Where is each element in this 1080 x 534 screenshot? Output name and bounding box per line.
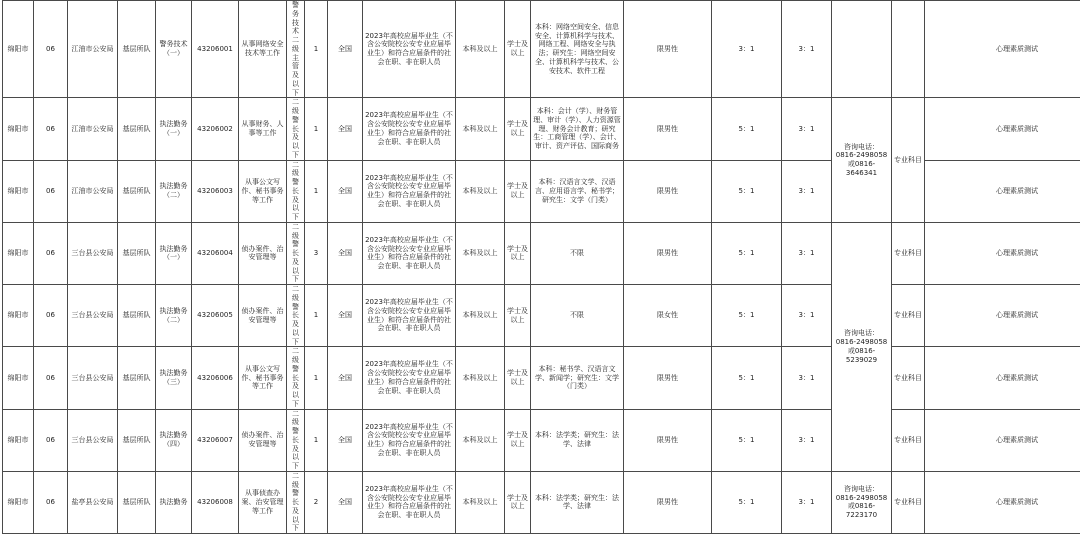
- major-cell: 本科：汉语言文学、汉语言、应用语言学、秘书学；研究生：文学（门类）: [531, 160, 624, 222]
- exam-cell: 心理素质测试: [925, 471, 1080, 533]
- gender-cell: 限男性: [624, 1, 712, 98]
- code-cell: 06: [34, 222, 68, 284]
- gender-cell: 限男性: [624, 409, 712, 471]
- code-cell: 06: [34, 471, 68, 533]
- education-cell: 本科及以上: [456, 347, 505, 409]
- dept-cell: 基层所队: [118, 222, 156, 284]
- education-cell: 本科及以上: [456, 285, 505, 347]
- rank-cell: 警务技术二级主管及以下: [287, 1, 305, 98]
- table-row: [3, 98, 1080, 160]
- exam-cell: 心理素质测试: [925, 1, 1080, 98]
- unit-cell: 三台县公安局: [68, 222, 118, 284]
- ratio-cell: 5：1: [712, 160, 782, 222]
- scope-cell: 全国: [328, 347, 363, 409]
- gender-cell: 限男性: [624, 222, 712, 284]
- target-cell: 2023年高校应届毕业生（不含公安院校公安专业应届毕业生）和符合应届条件的社会在职、非在职人员: [363, 409, 456, 471]
- subject-cell: 专业科目: [892, 409, 925, 471]
- table-row: [3, 409, 1080, 471]
- dept-cell: 基层所队: [118, 1, 156, 98]
- count-cell: 1: [305, 285, 328, 347]
- ratio-cell: 5：1: [712, 471, 782, 533]
- ratio-cell: 5：1: [712, 222, 782, 284]
- ratio-cell: 3：1: [782, 471, 832, 533]
- position-table: [2, 0, 1080, 534]
- consult-phone-cell: 咨询电话：0816-2498058或0816-5239029: [832, 222, 892, 471]
- subject-cell-empty: [892, 1, 925, 98]
- consult-cell-empty: [832, 1, 892, 98]
- ratio-cell: 5：1: [712, 98, 782, 160]
- count-cell: 1: [305, 347, 328, 409]
- gender-cell: 限男性: [624, 347, 712, 409]
- ratio-cell: 3：1: [782, 409, 832, 471]
- code-cell: 06: [34, 285, 68, 347]
- degree-cell: 学士及以上: [505, 222, 531, 284]
- education-cell: 本科及以上: [456, 98, 505, 160]
- position-cell: 执法勤务（一）: [156, 222, 192, 284]
- count-cell: 1: [305, 160, 328, 222]
- rank-cell: 二级警长及以下: [287, 471, 305, 533]
- degree-cell: 学士及以上: [505, 1, 531, 98]
- position-cell: 执法勤务（四）: [156, 409, 192, 471]
- degree-cell: 学士及以上: [505, 98, 531, 160]
- position-cell: 执法勤务（二）: [156, 285, 192, 347]
- rank-cell: 二级警长及以下: [287, 347, 305, 409]
- gender-cell: 限女性: [624, 285, 712, 347]
- unit-cell: 三台县公安局: [68, 347, 118, 409]
- position-code-cell: 43206007: [192, 409, 239, 471]
- position-code-cell: 43206002: [192, 98, 239, 160]
- target-cell: 2023年高校应届毕业生（不含公安院校公安专业应届毕业生）和符合应届条件的社会在职、非在职人员: [363, 98, 456, 160]
- degree-cell: 学士及以上: [505, 409, 531, 471]
- exam-cell: 心理素质测试: [925, 222, 1080, 284]
- ratio-cell: 3：1: [782, 222, 832, 284]
- major-cell: 本科：会计（学）、财务管理、审计（学）、人力资源管理、财务会计教育；研究生：工商管理（学）、会计、审计、资产评估、国际商务: [531, 98, 624, 160]
- gender-cell: 限男性: [624, 98, 712, 160]
- target-cell: 2023年高校应届毕业生（不含公安院校公安专业应届毕业生）和符合应届条件的社会在职、非在职人员: [363, 222, 456, 284]
- major-cell: 不限: [531, 285, 624, 347]
- subject-cell: 专业科目: [892, 285, 925, 347]
- position-code-cell: 43206003: [192, 160, 239, 222]
- unit-cell: 江油市公安局: [68, 98, 118, 160]
- ratio-cell: 5：1: [712, 347, 782, 409]
- degree-cell: 学士及以上: [505, 347, 531, 409]
- major-cell: 本科：秘书学、汉语言文学、新闻学；研究生：文学（门类）: [531, 347, 624, 409]
- code-cell: 06: [34, 1, 68, 98]
- city-cell: 绵阳市: [3, 285, 34, 347]
- consult-phone-cell: 咨询电话：0816-2498058或0816-7223170: [832, 471, 892, 533]
- unit-cell: 盐亭县公安局: [68, 471, 118, 533]
- position-cell: 警务技术（一）: [156, 1, 192, 98]
- degree-cell: 学士及以上: [505, 160, 531, 222]
- consult-phone-cell: 咨询电话：0816-2498058或0816-3646341: [832, 98, 892, 223]
- ratio-cell: 5：1: [712, 409, 782, 471]
- dept-cell: 基层所队: [118, 98, 156, 160]
- scope-cell: 全国: [328, 409, 363, 471]
- subject-cell: 专业科目: [892, 222, 925, 284]
- education-cell: 本科及以上: [456, 1, 505, 98]
- dept-cell: 基层所队: [118, 285, 156, 347]
- exam-cell: 心理素质测试: [925, 409, 1080, 471]
- position-cell: 执法勤务（一）: [156, 98, 192, 160]
- count-cell: 1: [305, 98, 328, 160]
- city-cell: 绵阳市: [3, 347, 34, 409]
- code-cell: 06: [34, 98, 68, 160]
- position-cell: 执法勤务: [156, 471, 192, 533]
- rank-cell: 二级警长及以下: [287, 160, 305, 222]
- position-code-cell: 43206001: [192, 1, 239, 98]
- scope-cell: 全国: [328, 160, 363, 222]
- city-cell: 绵阳市: [3, 471, 34, 533]
- exam-cell: 心理素质测试: [925, 285, 1080, 347]
- scope-cell: 全国: [328, 471, 363, 533]
- city-cell: 绵阳市: [3, 98, 34, 160]
- dept-cell: 基层所队: [118, 409, 156, 471]
- city-cell: 绵阳市: [3, 1, 34, 98]
- unit-cell: 江油市公安局: [68, 160, 118, 222]
- scope-cell: 全国: [328, 222, 363, 284]
- code-cell: 06: [34, 409, 68, 471]
- rank-cell: 二级警长及以下: [287, 98, 305, 160]
- education-cell: 本科及以上: [456, 222, 505, 284]
- education-cell: 本科及以上: [456, 409, 505, 471]
- code-cell: 06: [34, 160, 68, 222]
- table-row: [3, 222, 1080, 284]
- ratio-cell: 3：1: [782, 347, 832, 409]
- education-cell: 本科及以上: [456, 471, 505, 533]
- rank-cell: 二级警长及以下: [287, 285, 305, 347]
- subject-cell: 专业科目: [892, 98, 925, 223]
- major-cell: 不限: [531, 222, 624, 284]
- position-cell: 执法勤务（二）: [156, 160, 192, 222]
- ratio-cell: 3：1: [712, 1, 782, 98]
- table-row: [3, 471, 1080, 533]
- ratio-cell: 3：1: [782, 160, 832, 222]
- target-cell: 2023年高校应届毕业生（不含公安院校公安专业应届毕业生）和符合应届条件的社会在职、非在职人员: [363, 471, 456, 533]
- exam-cell: 心理素质测试: [925, 98, 1080, 160]
- ratio-cell: 3：1: [782, 98, 832, 160]
- education-cell: 本科及以上: [456, 160, 505, 222]
- scope-cell: 全国: [328, 285, 363, 347]
- exam-cell: 心理素质测试: [925, 347, 1080, 409]
- unit-cell: 三台县公安局: [68, 409, 118, 471]
- count-cell: 1: [305, 409, 328, 471]
- degree-cell: 学士及以上: [505, 285, 531, 347]
- duty-cell: 侦办案件、治安管理等: [239, 409, 287, 471]
- ratio-cell: 5：1: [712, 285, 782, 347]
- degree-cell: 学士及以上: [505, 471, 531, 533]
- position-code-cell: 43206004: [192, 222, 239, 284]
- code-cell: 06: [34, 347, 68, 409]
- major-cell: 本科：法学类；研究生：法学、法律: [531, 471, 624, 533]
- table-row: [3, 347, 1080, 409]
- city-cell: 绵阳市: [3, 160, 34, 222]
- count-cell: 1: [305, 1, 328, 98]
- dept-cell: 基层所队: [118, 160, 156, 222]
- major-cell: 本科：法学类；研究生：法学、法律: [531, 409, 624, 471]
- gender-cell: 限男性: [624, 471, 712, 533]
- target-cell: 2023年高校应届毕业生（不含公安院校公安专业应届毕业生）和符合应届条件的社会在职、非在职人员: [363, 1, 456, 98]
- ratio-cell: 3：1: [782, 1, 832, 98]
- subject-cell: 专业科目: [892, 347, 925, 409]
- scope-cell: 全国: [328, 1, 363, 98]
- duty-cell: 从事公文写作、秘书事务等工作: [239, 347, 287, 409]
- duty-cell: 侦办案件、治安管理等: [239, 285, 287, 347]
- duty-cell: 从事财务、人事等工作: [239, 98, 287, 160]
- rank-cell: 二级警长及以下: [287, 409, 305, 471]
- target-cell: 2023年高校应届毕业生（不含公安院校公安专业应届毕业生）和符合应届条件的社会在职、非在职人员: [363, 160, 456, 222]
- unit-cell: 江油市公安局: [68, 1, 118, 98]
- count-cell: 2: [305, 471, 328, 533]
- duty-cell: 从事公文写作、秘书事务等工作: [239, 160, 287, 222]
- target-cell: 2023年高校应届毕业生（不含公安院校公安专业应届毕业生）和符合应届条件的社会在职、非在职人员: [363, 347, 456, 409]
- subject-cell: 专业科目: [892, 471, 925, 533]
- target-cell: 2023年高校应届毕业生（不含公安院校公安专业应届毕业生）和符合应届条件的社会在职、非在职人员: [363, 285, 456, 347]
- position-code-cell: 43206008: [192, 471, 239, 533]
- table-row: [3, 1, 1080, 98]
- count-cell: 3: [305, 222, 328, 284]
- city-cell: 绵阳市: [3, 222, 34, 284]
- exam-cell: 心理素质测试: [925, 160, 1080, 222]
- duty-cell: 从事网络安全技术等工作: [239, 1, 287, 98]
- duty-cell: 从事侦查办案、治安管理等工作: [239, 471, 287, 533]
- scope-cell: 全国: [328, 98, 363, 160]
- table-row: [3, 285, 1080, 347]
- position-code-cell: 43206005: [192, 285, 239, 347]
- city-cell: 绵阳市: [3, 409, 34, 471]
- gender-cell: 限男性: [624, 160, 712, 222]
- rank-cell: 二级警长及以下: [287, 222, 305, 284]
- dept-cell: 基层所队: [118, 347, 156, 409]
- position-cell: 执法勤务（三）: [156, 347, 192, 409]
- major-cell: 本科：网络空间安全、信息安全、计算机科学与技术、网络工程、网络安全与执法；研究生：网络空间安全、计算机科学与技术、公安技术、软件工程: [531, 1, 624, 98]
- ratio-cell: 3：1: [782, 285, 832, 347]
- unit-cell: 三台县公安局: [68, 285, 118, 347]
- position-code-cell: 43206006: [192, 347, 239, 409]
- duty-cell: 侦办案件、治安管理等: [239, 222, 287, 284]
- dept-cell: 基层所队: [118, 471, 156, 533]
